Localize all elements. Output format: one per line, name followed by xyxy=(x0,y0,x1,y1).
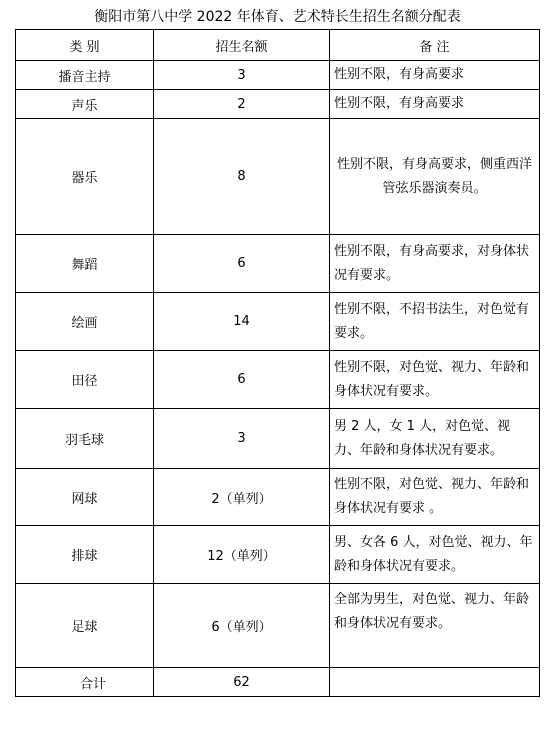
note-cell: 性别不限，对色觉、视力、年龄和身体状况有要求。 xyxy=(330,351,540,409)
category-cell: 绘画 xyxy=(16,293,154,351)
note-cell: 性别不限，不招书法生，对色觉有要求。 xyxy=(330,293,540,351)
category-cell: 播音主持 xyxy=(16,61,154,90)
page-title: 衡阳市第八中学 2022 年体育、艺术特长生招生名额分配表 xyxy=(94,9,461,25)
category-cell: 声乐 xyxy=(16,90,154,119)
note-cell: 男 2 人，女 1 人，对色觉、视力、年龄和身体状况有要求。 xyxy=(330,409,540,469)
table-row xyxy=(16,526,540,584)
table-row xyxy=(16,90,540,119)
total-label-cell: 合计 xyxy=(16,668,154,697)
note-cell: 性别不限，有身高要求 xyxy=(330,61,540,90)
note-cell: 性别不限，有身高要求，侧重西洋管弦乐器演奏员。 xyxy=(330,119,540,235)
note-cell: 性别不限，有身高要求 xyxy=(330,90,540,119)
quota-cell: 2 xyxy=(154,90,330,119)
table-row xyxy=(16,293,540,351)
note-cell: 性别不限，有身高要求，对身体状况有要求。 xyxy=(330,235,540,293)
quota-cell: 3 xyxy=(154,61,330,90)
note-cell: 性别不限，对色觉、视力、年龄和身体状况有要求 。 xyxy=(330,469,540,526)
quota-cell: 3 xyxy=(154,409,330,469)
table-row xyxy=(16,584,540,668)
table-row xyxy=(16,235,540,293)
note-cell: 男、女各 6 人，对色觉、视力、年龄和身体状况有要求。 xyxy=(330,526,540,584)
quota-cell: 6 xyxy=(154,235,330,293)
category-cell: 羽毛球 xyxy=(16,409,154,469)
quota-cell: 14 xyxy=(154,293,330,351)
category-cell: 网球 xyxy=(16,469,154,526)
table-row xyxy=(16,409,540,469)
quota-cell: 8 xyxy=(154,119,330,235)
table-header-row xyxy=(16,30,540,61)
quota-cell: 6 xyxy=(154,351,330,409)
category-cell: 器乐 xyxy=(16,119,154,235)
category-cell: 舞蹈 xyxy=(16,235,154,293)
total-quota-cell: 62 xyxy=(154,668,330,697)
quota-cell: 6（单列） xyxy=(154,584,330,668)
table-total-row xyxy=(16,668,540,697)
table-row xyxy=(16,469,540,526)
category-cell: 排球 xyxy=(16,526,154,584)
quota-cell: 12（单列） xyxy=(154,526,330,584)
quota-table xyxy=(15,29,540,697)
header-quota: 招生名额 xyxy=(154,30,330,61)
table-row xyxy=(16,119,540,235)
header-note: 备 注 xyxy=(330,30,540,61)
category-cell: 田径 xyxy=(16,351,154,409)
table-row xyxy=(16,351,540,409)
header-category: 类 别 xyxy=(16,30,154,61)
category-cell: 足球 xyxy=(16,584,154,668)
table-row xyxy=(16,61,540,90)
total-note-cell xyxy=(330,668,540,697)
quota-cell: 2（单列） xyxy=(154,469,330,526)
note-cell: 全部为男生，对色觉、视力、年龄和身体状况有要求。 xyxy=(330,584,540,668)
